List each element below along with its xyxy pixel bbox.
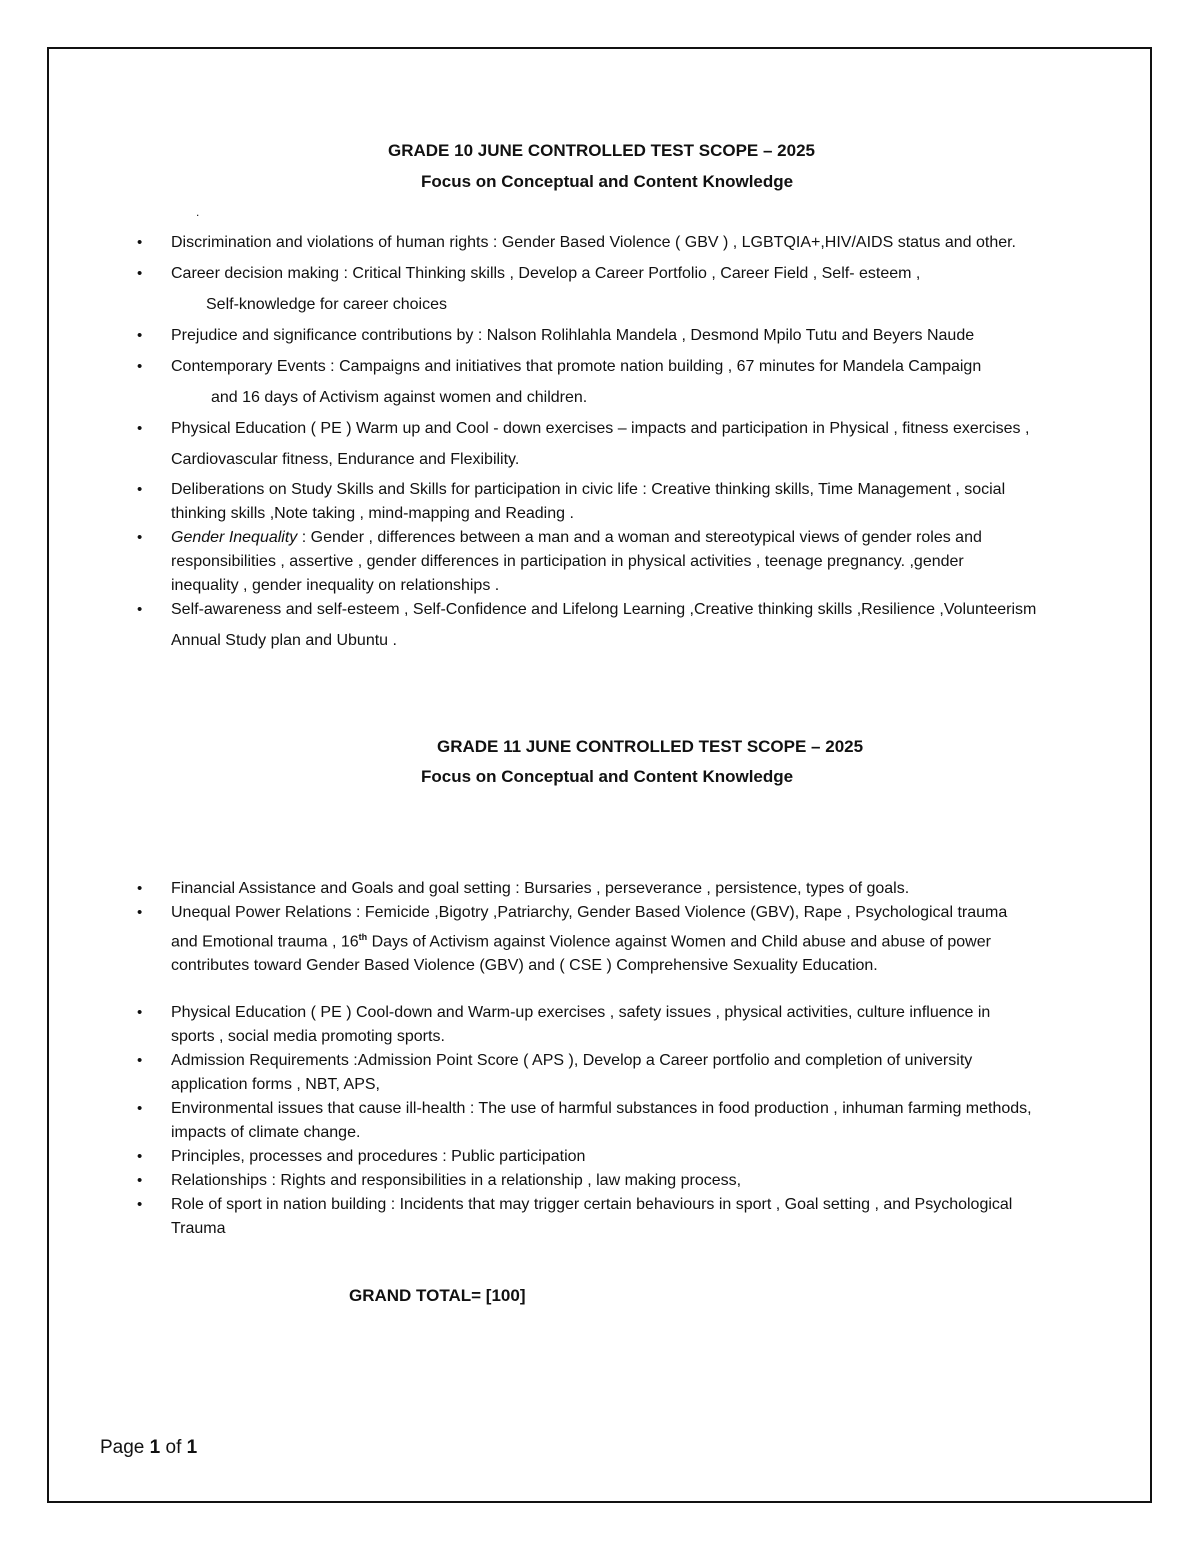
grade10-subtitle: Focus on Conceptual and Content Knowledge [421,172,794,191]
grade11-subtitle: Focus on Conceptual and Content Knowledge [421,767,794,786]
grade11-title: GRADE 11 JUNE CONTROLLED TEST SCOPE – 2025 [437,737,864,756]
list-item: • Deliberations on Study Skills and Skills for participation in civic life : Creative thinking skills, Time Management , social thinking skills ,Note taking , mind-mapping and Reading . [135,478,1155,526]
grade10-topic-list [135,227,1155,656]
list-item: • Environmental issues that cause ill-health : The use of harmful substances in food production , inhuman farming methods, impacts of climate change. [135,1097,1155,1145]
stray-mark: . [196,205,200,219]
list-item: • Prejudice and significance contributions by : Nalson Rolihlahla Mandela , Desmond Mpilo Tutu and Beyers Naude [135,320,1155,351]
list-item: • Gender Inequality : Gender , differences between a man and a woman and stereotypical views of gender roles and responsibilities , assertive , gender differences in participation in physical activities , teenage pregnancy. ,gender inequality , gender inequality on relationships . [135,526,1155,598]
list-item: • Admission Requirements :Admission Point Score ( APS ), Develop a Career portfolio and completion of university application forms , NBT, APS, [135,1049,1155,1097]
page-number-footer: Page 1 of 1 [100,1437,198,1458]
list-item: • Physical Education ( PE ) Cool-down and Warm-up exercises , safety issues , physical activities, culture influence in sports , social media promoting sports. [135,1001,1155,1049]
grand-total: GRAND TOTAL= [100] [349,1286,526,1305]
list-item: • Self-awareness and self-esteem , Self-Confidence and Lifelong Learning ,Creative thinking skills ,Resilience ,Volunteerism Annual Study plan and Ubuntu . [135,594,1155,656]
list-item: • Financial Assistance and Goals and goal setting : Bursaries , perseverance , persistence, types of goals. [135,877,1155,901]
list-item: • Relationships : Rights and responsibilities in a relationship , law making process, [135,1169,1155,1193]
list-item: • Role of sport in nation building : Incidents that may trigger certain behaviours in sport , Goal setting , and Psychological Trauma [135,1193,1155,1241]
grade10-title: GRADE 10 JUNE CONTROLLED TEST SCOPE – 2025 [388,141,815,160]
list-item: • Unequal Power Relations : Femicide ,Bigotry ,Patriarchy, Gender Based Violence (GBV), Rape , Psychological trauma and Emotional trauma , 16th Days of Activism against Violence against Women and Child abuse and abuse of power contributes toward Gender Based Violence (GBV) and ( CSE ) Comprehensive Sexuality Education. [135,901,1155,978]
list-item: • Physical Education ( PE ) Warm up and Cool - down exercises – impacts and participation in Physical , fitness exercises , Cardiovascular fitness, Endurance and Flexibility. [135,413,1155,475]
list-item: • Contemporary Events : Campaigns and initiatives that promote nation building , 67 minutes for Mandela Campaign and 16 days of Activism against women and children. [135,351,1155,413]
grade11-topic-list [135,877,1155,1241]
list-item: • Principles, processes and procedures : Public participation [135,1145,1155,1169]
list-item: • Discrimination and violations of human rights : Gender Based Violence ( GBV ) , LGBTQIA+,HIV/AIDS status and other. [135,227,1155,258]
list-item: • Career decision making : Critical Thinking skills , Develop a Career Portfolio , Career Field , Self- esteem , Self-knowledge for career choices [135,258,1155,320]
